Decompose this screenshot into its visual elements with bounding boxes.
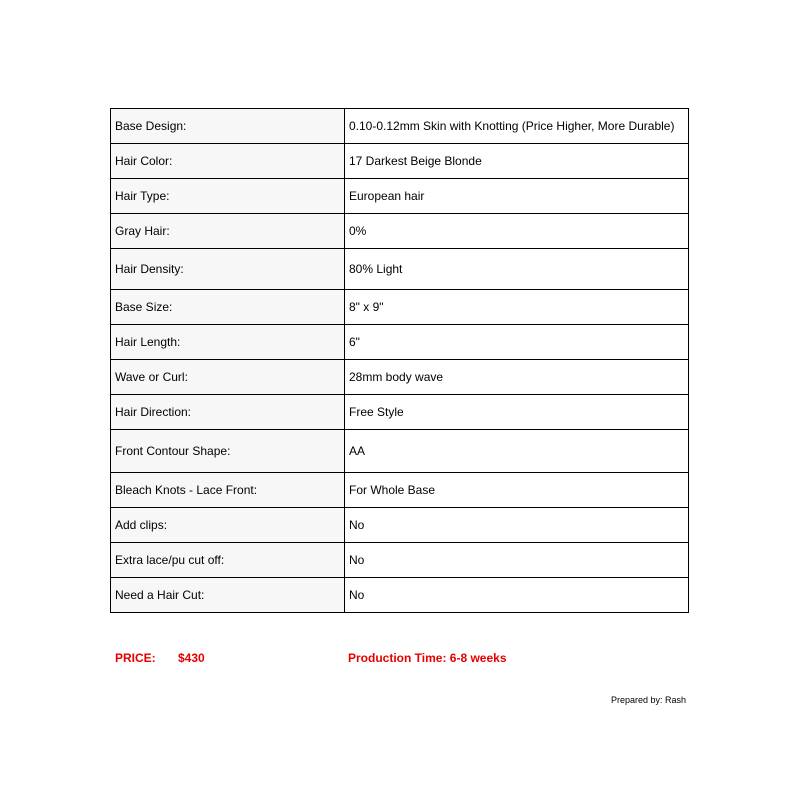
spec-value: 8" x 9" xyxy=(345,290,689,325)
spec-label: Hair Direction: xyxy=(111,395,345,430)
table-row xyxy=(111,249,689,290)
table-row xyxy=(111,144,689,179)
table-row xyxy=(111,543,689,578)
spec-label: Base Design: xyxy=(111,109,345,144)
production-time: Production Time: 6-8 weeks xyxy=(348,651,507,665)
price-value: $430 xyxy=(178,651,205,665)
spec-value: 28mm body wave xyxy=(345,360,689,395)
spec-label: Gray Hair: xyxy=(111,214,345,249)
table-row xyxy=(111,290,689,325)
spec-value: AA xyxy=(345,430,689,473)
table-row xyxy=(111,578,689,613)
table-row xyxy=(111,473,689,508)
spec-label: Bleach Knots - Lace Front: xyxy=(111,473,345,508)
spec-label: Extra lace/pu cut off: xyxy=(111,543,345,578)
table-row xyxy=(111,179,689,214)
spec-label: Hair Color: xyxy=(111,144,345,179)
specification-table xyxy=(110,108,689,613)
spec-label: Add clips: xyxy=(111,508,345,543)
spec-label: Base Size: xyxy=(111,290,345,325)
table-row xyxy=(111,395,689,430)
spec-label: Hair Length: xyxy=(111,325,345,360)
spec-label: Front Contour Shape: xyxy=(111,430,345,473)
spec-value: No xyxy=(345,543,689,578)
table-row xyxy=(111,508,689,543)
spec-value: No xyxy=(345,508,689,543)
spec-value: Free Style xyxy=(345,395,689,430)
spec-label: Hair Type: xyxy=(111,179,345,214)
spec-label: Hair Density: xyxy=(111,249,345,290)
spec-value: European hair xyxy=(345,179,689,214)
spec-value: 0% xyxy=(345,214,689,249)
table-row xyxy=(111,325,689,360)
spec-value: For Whole Base xyxy=(345,473,689,508)
spec-value: No xyxy=(345,578,689,613)
spec-label: Need a Hair Cut: xyxy=(111,578,345,613)
prepared-by: Prepared by: Rash xyxy=(610,695,686,705)
table-row xyxy=(111,430,689,473)
spec-value: 17 Darkest Beige Blonde xyxy=(345,144,689,179)
table-row xyxy=(111,360,689,395)
table-row xyxy=(111,214,689,249)
spec-value: 0.10-0.12mm Skin with Knotting (Price Higher, More Durable) xyxy=(345,109,689,144)
spec-value: 80% Light xyxy=(345,249,689,290)
spec-value: 6" xyxy=(345,325,689,360)
spec-label: Wave or Curl: xyxy=(111,360,345,395)
price-label: PRICE: xyxy=(115,651,156,665)
table-row xyxy=(111,109,689,144)
